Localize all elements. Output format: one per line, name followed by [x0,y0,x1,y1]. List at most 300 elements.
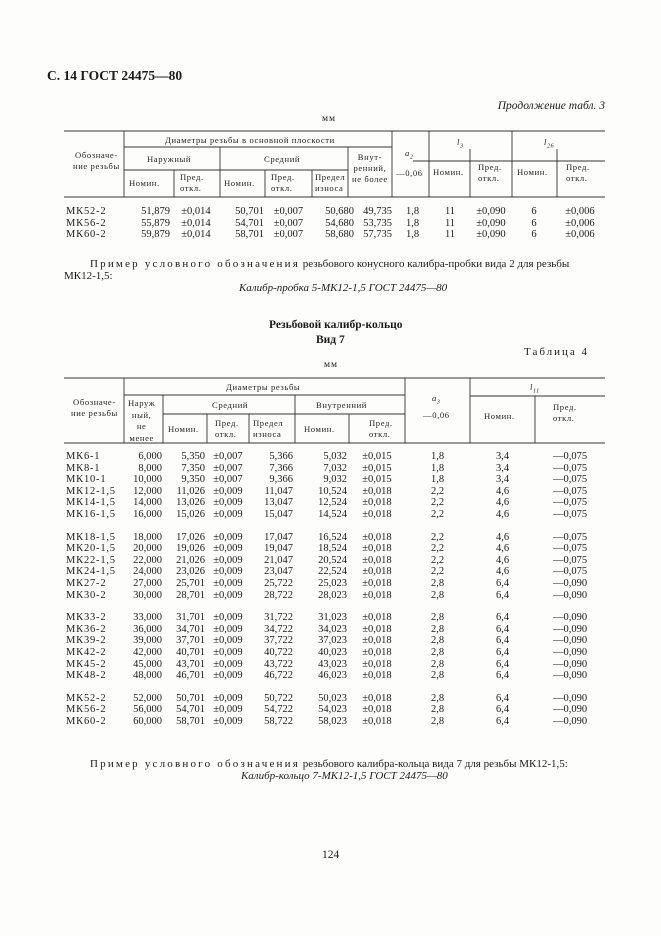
table-cell: —0,075 [552,566,588,578]
table-row [64,532,605,544]
table-cell: —0,090 [552,589,588,601]
row-designation: МК48-2 [66,670,107,682]
table-cell: —0,075 [552,497,588,509]
table-cell: ±0,009 [213,670,243,682]
table-cell: 16,524 [318,531,347,543]
t1-h-l3-tol: Пред. откл. [478,162,502,183]
table-cell: 40,701 [176,646,205,658]
table-cell: 2,2 [430,508,445,520]
table-row [64,486,605,498]
table-cell: 15,026 [176,508,205,520]
table-cell: 56,000 [133,704,162,716]
table-cell: ±0,009 [213,623,243,635]
table-cell: 15,047 [264,508,293,520]
table-cell: 6,4 [495,635,510,647]
example2-formula: Калибр-кольцо 7-МК12-1,5 ГОСТ 24475—80 [241,770,448,782]
table-cell: ±0,009 [213,692,243,704]
table-cell: 22,524 [318,566,347,578]
row-designation: МК22-1,5 [66,554,116,566]
table-cell: ±0,009 [213,554,243,566]
table-cell: 5,366 [269,451,293,462]
table-cell: 34,722 [264,623,293,635]
table-cell: 43,722 [264,658,293,670]
row-designation: МК20-1,5 [66,543,116,555]
table-cell: ±0,009 [213,566,243,578]
table-cell: —0,090 [552,692,588,704]
table-cell: 55,879 [141,217,170,229]
group-spacer [64,521,605,532]
table-cell: ±0,009 [213,497,243,509]
table-cell: 7,350 [181,462,205,474]
table-cell: 6,4 [495,646,510,658]
table-cell: ±0,018 [362,658,392,670]
spacer-cell [64,601,605,612]
row-designation: МК56-2 [66,704,107,716]
table-cell: ±0,015 [362,451,392,462]
table-cell: 4,6 [495,497,510,509]
table1-body [64,206,605,241]
t1-h-l26-nom: Номин. [517,167,548,177]
table-cell: 11,026 [176,485,205,497]
table-cell: 2,8 [430,635,445,647]
table-cell: 37,023 [318,635,347,647]
t1-h-outer-nom: Номин. [129,178,160,188]
t2-h-middle: Средний [212,400,249,410]
table-cell: 58,701 [176,715,205,727]
example1-line2: МК12-1,5: [64,270,113,282]
table-row [64,463,605,475]
table-cell: 46,722 [264,670,293,682]
table-cell: ±0,090 [476,229,506,241]
table-cell: 2,8 [430,670,445,682]
table-cell: 6,4 [495,692,510,704]
table-cell: 19,026 [176,543,205,555]
table-cell: 4,6 [495,554,510,566]
table-cell: 4,6 [495,508,510,520]
t2-h-inner-tol: Пред. откл. [369,418,393,439]
table-cell: ±0,018 [362,646,392,658]
table-cell: 2,2 [430,485,445,497]
table-cell: ±0,018 [362,589,392,601]
t2-h-designation: Обозначе- ние резьбы [71,397,118,418]
row-designation: МК52-2 [66,206,107,217]
table-cell: 2,8 [430,692,445,704]
row-designation: МК8-1 [66,462,101,474]
table-cell: 16,000 [133,508,162,520]
table-row [64,229,605,241]
table-cell: ±0,018 [362,497,392,509]
t2-h-mid-nom: Номин. [168,424,199,434]
table-cell: 4,6 [495,543,510,555]
table-cell: 21,047 [264,554,293,566]
t1-h-mid-tol: Пред. откл. [271,172,295,193]
table-cell: 18,524 [318,543,347,555]
table-cell: 2,8 [430,658,445,670]
table-cell: 18,000 [133,531,162,543]
example2-line1: Пример условного обозначения резьбового калибра-кольца вида 7 для резьбы МК12-1,5: [90,758,568,770]
table-cell: 54,722 [264,704,293,716]
table-row [64,509,605,521]
table-cell: 2,8 [430,589,445,601]
table-cell: ±0,018 [362,543,392,555]
table-cell: ±0,009 [213,589,243,601]
table-cell: —0,075 [552,531,588,543]
t2-h-mid-tol: Пред. откл. [215,418,239,439]
table-cell: —0,075 [552,554,588,566]
table-row [64,555,605,567]
table-cell: —0,090 [552,635,588,647]
row-designation: МК52-2 [66,692,107,704]
table-cell: 2,2 [430,543,445,555]
row-designation: МК18-1,5 [66,531,116,543]
table-cell: 1,8 [430,462,445,474]
table-cell: ±0,007 [273,217,304,229]
table-cell: 54,701 [176,704,205,716]
t1-h-l26-tol: Пред. откл. [566,162,590,183]
table-cell: 58,023 [318,715,347,727]
table-cell: —0,075 [552,508,588,520]
table-row [64,704,605,716]
table-cell: 6,000 [138,451,162,462]
table-row [64,624,605,636]
example1-line1: Пример условного обозначения резьбового конусного калибра-пробки вида 2 для резьбы [90,258,570,270]
table-cell: 2,2 [430,566,445,578]
page-number: 124 [322,849,340,861]
table-cell: 27,000 [133,577,162,589]
table-cell: 60,000 [133,715,162,727]
spacer-cell [64,521,605,532]
row-designation: МК6-1 [66,451,101,462]
table-cell: 50,722 [264,692,293,704]
table-cell: 5,350 [181,451,205,462]
table-row [64,474,605,486]
table-cell: ±0,009 [213,531,243,543]
table-cell: 6,4 [495,623,510,635]
t2-h-a3: $a_3$ [432,393,441,406]
table-cell: 25,023 [318,577,347,589]
table-cell: 23,026 [176,566,205,578]
table-cell: 1,8 [405,229,420,241]
table-row [64,497,605,509]
table-row [64,612,605,624]
row-designation: МК60-2 [66,229,107,241]
table-cell: 6,4 [495,658,510,670]
t1-h-outer: Наружный [147,154,192,164]
table-cell: ±0,018 [362,554,392,566]
table-cell: 3,4 [495,451,510,462]
table-cell: 49,735 [363,206,392,217]
table-cell: 54,680 [325,217,354,229]
table-row [64,578,605,590]
table-row [64,647,605,659]
t1-h-middle: Средний [264,154,301,164]
group-spacer [64,682,605,693]
table-cell: ±0,007 [213,451,243,462]
page-header: С. 14 ГОСТ 24475—80 [47,68,183,83]
table-cell: ±0,015 [362,474,392,486]
section-title: Резьбовой калибр-кольцо [269,319,403,331]
table-row [64,716,605,728]
table-cell: 6 [531,206,537,217]
table-cell: 9,032 [323,474,347,486]
table-cell: 58,680 [325,229,354,241]
t1-h-outer-tol: Пред. откл. [180,172,204,193]
t2-h-wear: Предел износа [253,418,284,439]
table-cell: ±0,018 [362,670,392,682]
table-cell: 4,6 [495,485,510,497]
table-cell: ±0,009 [213,577,243,589]
row-designation: МК14-1,5 [66,497,116,509]
t1-h-wear: Предел износа [315,172,346,193]
table-cell: 25,722 [264,577,293,589]
table-cell: 9,366 [269,474,293,486]
table-cell: ±0,009 [213,612,243,624]
table-cell: —0,090 [552,658,588,670]
row-designation: МК56-2 [66,217,107,229]
table-cell: 43,701 [176,658,205,670]
table-cell: —0,090 [552,623,588,635]
table-cell: 31,701 [176,612,205,624]
t2-h-l11-tol: Пред. откл. [553,402,577,423]
table-cell: 52,000 [133,692,162,704]
table-cell: 2,2 [430,531,445,543]
table-cell: ±0,006 [565,206,595,217]
table-cell: 13,047 [264,497,293,509]
table-cell: ±0,018 [362,612,392,624]
table-cell: —0,075 [552,543,588,555]
table-cell: 31,722 [264,612,293,624]
table-cell: ±0,018 [362,566,392,578]
section-subtitle: Вид 7 [316,334,345,346]
table-cell: —0,090 [552,577,588,589]
table-cell: 10,000 [133,474,162,486]
table-cell: 17,026 [176,531,205,543]
table-cell: 37,722 [264,635,293,647]
table-cell: ±0,018 [362,635,392,647]
table-cell: 53,735 [363,217,392,229]
table-cell: ±0,018 [362,531,392,543]
table-cell: 8,000 [138,462,162,474]
t1-h-group: Диаметры резьбы в основной плоскости [165,135,335,145]
row-designation: МК24-1,5 [66,566,116,578]
table-cell: 58,701 [235,229,264,241]
t2-h-group: Диаметры резьбы [226,382,301,392]
table-cell: ±0,009 [213,704,243,716]
row-designation: МК36-2 [66,623,107,635]
table-cell: 6 [531,217,537,229]
table-cell: 2,8 [430,612,445,624]
table-cell: 28,722 [264,589,293,601]
table-cell: ±0,090 [476,217,506,229]
row-designation: МК16-1,5 [66,508,116,520]
t1-h-a2: $a_2$ [405,148,414,161]
table-cell: 4,6 [495,531,510,543]
table-cell: ±0,009 [213,635,243,647]
table-cell: 43,023 [318,658,347,670]
table-cell: 2,8 [430,704,445,716]
table-cell: 33,000 [133,612,162,624]
row-designation: МК27-2 [66,577,107,589]
table-cell: 7,032 [323,462,347,474]
table-cell: —0,090 [552,715,588,727]
table-cell: ±0,018 [362,508,392,520]
table-cell: —0,090 [552,646,588,658]
table-cell: ±0,007 [213,462,243,474]
table-cell: ±0,009 [213,646,243,658]
table-cell: ±0,015 [362,462,392,474]
table-cell: 50,701 [176,692,205,704]
table-cell: 2,2 [430,554,445,566]
table-continuation-label: Продолжение табл. 3 [497,100,605,112]
table-cell: ±0,090 [476,206,506,217]
table-cell: 59,879 [141,229,170,241]
table-cell: ±0,018 [362,715,392,727]
table-cell: 6,4 [495,589,510,601]
table-cell: 7,366 [269,462,293,474]
table-cell: 45,000 [133,658,162,670]
table-row [64,451,605,463]
table-cell: 36,000 [133,623,162,635]
table-cell: 58,722 [264,715,293,727]
t1-h-inner: Внут- ренний, не более [352,152,388,184]
t1-h-a2-tol: —0,06 [396,168,423,178]
table-cell: 51,879 [141,206,170,217]
t2-h-a3-tol: —0,06 [423,410,450,420]
table-row [64,670,605,682]
table-cell: 54,701 [235,217,264,229]
table-cell: 6,4 [495,704,510,716]
table-cell: 54,023 [318,704,347,716]
table-row [64,659,605,671]
table-cell: 20,000 [133,543,162,555]
table-cell: ±0,009 [213,715,243,727]
table-row [64,218,605,230]
table-cell: —0,090 [552,704,588,716]
table-cell: 12,000 [133,485,162,497]
table-row [64,206,605,218]
table-cell: 1,8 [430,474,445,486]
table-cell: 14,524 [318,508,347,520]
table-cell: 17,047 [264,531,293,543]
t1-h-l26: $l_{26}$ [544,137,555,150]
table-cell: 2,8 [430,577,445,589]
table-cell: ±0,018 [362,623,392,635]
table-cell: —0,075 [552,485,588,497]
table-cell: 28,023 [318,589,347,601]
table-cell: 11 [444,217,456,229]
table2-unit: мм [324,360,339,370]
table-cell: 14,000 [133,497,162,509]
table-cell: 34,023 [318,623,347,635]
table-cell: 50,680 [325,206,354,217]
t2-h-inner: Внутренний [316,400,367,410]
table-cell: 12,524 [318,497,347,509]
table-cell: 6 [531,229,537,241]
table-cell: 6,4 [495,670,510,682]
table-cell: ±0,006 [565,229,595,241]
table-cell: 11 [444,206,456,217]
table-row [64,543,605,555]
table-cell: 1,8 [405,206,420,217]
group-spacer [64,601,605,612]
table-row [64,635,605,647]
table-cell: ±0,009 [213,543,243,555]
table-cell: 37,701 [176,635,205,647]
table-cell: 4,6 [495,566,510,578]
t1-h-l3-nom: Номин. [433,167,464,177]
table2-label: Таблица 4 [524,346,590,358]
table-cell: 23,047 [264,566,293,578]
t2-h-l11-nom: Номин. [484,411,515,421]
example1-formula: Калибр-пробка 5-МК12-1,5 ГОСТ 24475—80 [239,282,448,294]
table-cell: 13,026 [176,497,205,509]
table-cell: —0,075 [552,462,588,474]
table-cell: 30,000 [133,589,162,601]
table1-unit: мм [322,114,337,124]
table-cell: 57,735 [363,229,392,241]
table-cell: 24,000 [133,566,162,578]
row-designation: МК42-2 [66,646,107,658]
table-cell: 6,4 [495,715,510,727]
table-cell: ±0,009 [213,485,243,497]
t1-h-designation: Обозначе- ние резьбы [73,150,120,171]
t2-h-inner-nom: Номин. [304,424,335,434]
table-row [64,590,605,602]
table-cell: —0,090 [552,612,588,624]
t2-h-l11: $l_{11}$ [530,382,540,395]
table-cell: ±0,018 [362,692,392,704]
table-cell: 31,023 [318,612,347,624]
table-cell: ±0,007 [273,229,304,241]
table-cell: 6,4 [495,577,510,589]
table-cell: ±0,014 [181,206,211,217]
table-cell: 3,4 [495,462,510,474]
table-cell: 2,8 [430,623,445,635]
table-cell: ±0,007 [273,206,304,217]
table-cell: —0,090 [552,670,588,682]
table-cell: ±0,007 [213,474,243,486]
table-cell: 28,701 [176,589,205,601]
table-cell: 46,023 [318,670,347,682]
table-cell: 9,350 [181,474,205,486]
table-cell: —0,075 [552,451,588,462]
table-cell: 5,032 [323,451,347,462]
table-cell: 2,8 [430,646,445,658]
table-cell: 19,047 [264,543,293,555]
table-cell: 11 [444,229,456,241]
table-cell: 34,701 [176,623,205,635]
table-cell: 22,000 [133,554,162,566]
row-designation: МК33-2 [66,612,107,624]
table-cell: ±0,014 [181,229,211,241]
table-row [64,693,605,705]
table-cell: 1,8 [405,217,420,229]
row-designation: МК30-2 [66,589,107,601]
table-cell: 6,4 [495,612,510,624]
table-cell: ±0,014 [181,217,211,229]
row-designation: МК60-2 [66,715,107,727]
table-row [64,566,605,578]
table-cell: ±0,018 [362,485,392,497]
row-designation: МК10-1 [66,474,107,486]
table-cell: ±0,009 [213,658,243,670]
table-cell: 2,8 [430,715,445,727]
table-cell: 10,524 [318,485,347,497]
table-cell: 1,8 [430,451,445,462]
table-cell: 42,000 [133,646,162,658]
table-cell: 21,026 [176,554,205,566]
t1-h-mid-nom: Номин. [224,178,255,188]
